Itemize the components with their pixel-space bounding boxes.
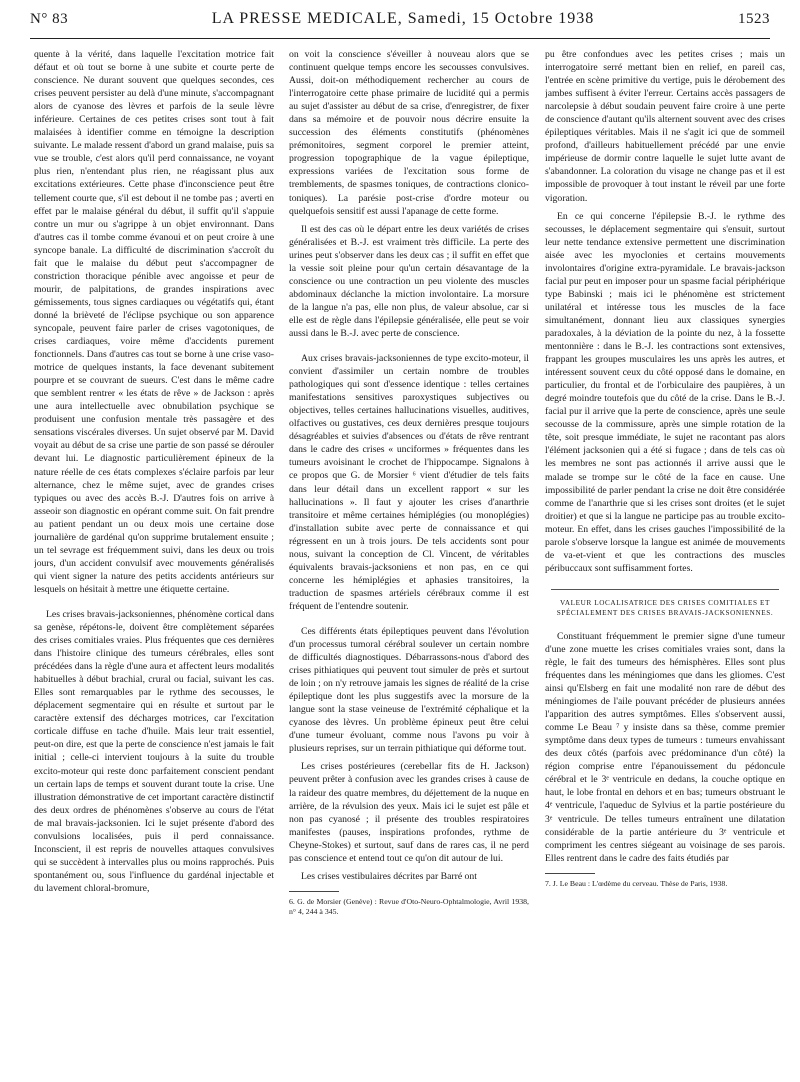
paragraph: Les crises bravais-jacksoniennes, phénomène cortical dans sa genèse, répétons-le, doivent être complètement séparées des crises comitiales vraies. Plus fréquentes que ces dernières dans l'histoire clinique des tumeurs cérébrales, elles sont précédées dans la règle d'une aura et affectent leurs modalités habituelles à début brachial, crural ou facial, suivant les cas. Elles sont remarquables par le rythme des secousses, le déplacement segmentaire qui en résulte et surtout par le caractère extensif des décharges motrices, car l'excitation corticale diffuse en tache d'huile. Mais leur trait essentiel, peut-on dire, est que la perte de conscience n'est jamais le fait initial ; celle-ci intervient toujours à la suite du trouble excito-moteur qui reste donc parfaitement conscient pendant un certain laps de temps et souvent durant toute la crise. Une illustration démonstrative de cet important caractère distinctif des deux ordres de phénomènes s'observe au cours de l'état de mal bravais-jacksonien. Ici le sujet présente d'abord des convulsions localisées, puis il perd connaissance. Inconscient, il est repris de nouvelles attaques convulsives qui se succèdent à intervalles plus ou moins rapprochés. Puis spontanément ou, sous l'influence du gardénal injectable et du lavement chloral-bromure, (34, 608, 274, 894)
masthead (30, 10, 770, 36)
paragraph: Il est des cas où le départ entre les deux variétés de crises généralisées et B.-J. est vraiment très difficile. La perte des urines peut s'observer dans les deux cas ; il suffit en effet que la vessie soit pleine pour qu'un certain désavantage de la conscience ou une contraction un peu violente des muscles abdominaux déclanche la miction involontaire. La morsure de la langue n'a pas, elle non plus, de valeur absolue, car si elle est de règle dans l'épilepsie généralisée, elle peut se voir aussi dans le B.-J. avec perte de conscience. (289, 223, 529, 339)
paragraph: Constituant fréquemment le premier signe d'une tumeur d'une zone muette les crises comitiales vraies sont, dans la règle, le fait des tumeurs des hémisphères. Elles sont plus fréquentes dans les méningiomes que dans les gliomes. C'est ainsi qu'Elsberg en fait une modalité non rare de début des méningiomes de l'aile pouvant précéder de plusieurs années l'apparition des autres symptômes. Elles s'observent aussi, comme Le Beau ⁷ y insiste dans sa thèse, comme premier symptôme dans deux types de tumeurs : tumeurs envahissant des deux côtés (parfois avec prédominance d'un côté) la région comprise entre l'épanouissement du pédoncule cérébral et le 3ᵉ ventricule en dedans, la couche optique en haut, le lobe frontal en dehors et en bas; tumeurs obstruant le 4ᵉ ventricule, l'aqueduc de Sylvius et la partie postérieure du 3ᵉ ventricule. De telles tumeurs entraînent une dilatation considérable de la partie antérieure du 3ᵉ ventricule et compriment les centres siégeant au voisinage de ses parois. Elles rentrent dans le cadre des faits étudiés par (545, 630, 785, 864)
paragraph: Les crises vestibulaires décrites par Barré ont (301, 870, 477, 882)
footnote (289, 897, 529, 917)
header-rule (30, 38, 770, 39)
column-middle (289, 48, 529, 1072)
issue-number: N° 83 (30, 11, 69, 27)
column-right (545, 48, 785, 1072)
paragraph: pu être confondues avec les petites crises ; mais un interrogatoire serré mettant bien en relief, en pareil cas, l'entrée en scène primitive du vertige, puis le dérobement des jambes suffisent à éviter l'erreur. Certains accès passagers de narcolepsie à début soudain peuvent faire croire à une perte de conscience d'autant qu'ils alternent souvent avec des crises épileptiques véritables. Mais il ne s'agit ici que de sommeil profond, d'ailleurs habituellement précédé par une envie impérieuse de dormir contre laquelle le sujet lutte avant de s'abandonner. La coloration du visage ne change pas et il est impossible de provoquer à tout instant le réveil par une forte vigoration. (545, 49, 785, 204)
paragraph: Ces différents états épileptiques peuvent dans l'évolution d'un processus tumoral cérébral soulever un certain nombre de difficultés diagnostiques. Débarrassons-nous d'abord des crises pithiatiques qui peuvent tout simuler de près et surtout de loin ; on n'y retrouve jamais les signes de réalité de la crise épileptique dont les plus suggestifs avec la morsure de la langue sont la stase veineuse de l'extrémité céphalique et la cyanose des lèvres. Un problème épineux peut être celui d'une tumeur évoluant, comme nous l'avons pu voir à plusieurs reprises, sur un terrain pithiatique qui déforme tout. (289, 625, 529, 755)
footnote-text: 6. G. de Morsier (Genève) : Revue d'Oto-Neuro-Ophtalmologie, Avril 1938, n° 4, 244 à 345. (289, 896, 529, 917)
footnote (545, 879, 785, 889)
paragraph: Aux crises bravais-jacksoniennes de type excito-moteur, il convient d'assimiler un certain nombre de troubles pathologiques qui sont d'essence identique : telles certaines manifestations sensitives paroxystiques subjectives ou objectives, telles certaines hallucinations visuelles, auditives, olfactives ou gustatives, ces deux dernières presque toujours désagréables et suivies d'absences ou d'états de rêve rentrant dans le cadre des crises « unciformes » fréquentes dans les tumeurs avoisinant le crochet de l'hippocampe. Signalons à ce propos que G. de Morsier ⁶ vient d'étudier de tels faits dans leur détail dans un excellent rapport « sur les hallucinations ». Il faut y ajouter les crises d'anarthrie transitoire et même certaines hémiplégies (ou monoplégies) d'installation subite avec perte de connaissance et qui régressent en un à trois jours. De tels accidents sont pour nous, suivant la conception de Cl. Vincent, de véritables équivalents bravais-jacksoniens et non pas, en ce qui concerne les hémiplégies et aphasies transitoires, la traduction de spasmes artériels cérébraux comme il est fréquent de l'entendre soutenir. (289, 353, 529, 612)
footnote-rule (289, 891, 339, 892)
paragraph: quente à la vérité, dans laquelle l'excitation motrice fait défaut et où tout se borne à une subite et courte perte de conscience. Ne durant souvent que quelques secondes, ces crises peuvent persister au delà d'une minute, s'accompagnant alors de cyanose des lèvres et parfois de la seule lèvre inférieure. Certaines de ces petites crises sont tout à fait malaisées à identifier comme en témoigne la description suivante. Le malade ressent d'abord un grand malaise, puis sa vue se trouble, c'est alors qu'il perd connaissance, ne voyant plus rien, n'entendant plus rien, ne réagissant plus aux excitations extérieures. Cette phase d'inconscience peut être tellement courte que, s'il est debout il ne tombe pas ; averti en effet par le malaise général du début, il suffit qu'il s'appuie contre un mur ou s'agrippe à un objet environnant. Dans d'autres cas il tombe comme évanoui et on peut croire à une syncope banale. La difficulté de discrimination s'accroît du fait que le malaise du début peut s'accompagner de constriction thoracique pénible avec angoisse et peur de mourir, de palpitations, de grandes inspirations avec gémissements, tous signes cardiaques ou végétatifs qui, étant donné la brièveté de l'éclipse psychique ou son apparence syncopale, peuvent faire parler de crises vagotoniques, de crises cardiaques, voire même d'accidents purement fonctionnels. Dans d'autres cas tout se borne à une crise vaso-motrice de quelques instants, la face devenant subitement pourpre et se couvrant de sueurs. C'est dans le même cadre que semblent rentrer « les états de rêve » de Jackson : après une aura intellectuelle avec obnubilation psychique se produisent une confusion mentale très passagère et des sensations viscérales diverses. Un sujet observé par M. David voyait au début de sa crise une partie de son passé se dérouler devant lui. Le diagnostic particulièrement épineux de la nature réelle de ces états complexes s'éclaire parfois par leur alternance, chez le même sujet, avec de grandes crises typiques ou avec des accès B.-J. D'autres fois on arrive à asseoir son diagnostic en opérant comme suit. On fait prendre au patient pendant un ou deux mois une certaine dose journalière de gardénal qu'on supprime brutalement ensuite ; un tel sevrage est fréquemment suivi, dans les deux ou trois jours, d'un accident convulsif avec mouvements généralisés qui vient signer la nature des petits accidents antérieurs sur lesquels on hésitait à mettre une étiquette certaine. (34, 49, 274, 595)
page-number: 1523 (737, 11, 770, 27)
paragraph: Les crises postérieures (cerebellar fits de H. Jackson) peuvent prêter à confusion avec les grandes crises à cause de la raideur des quatre membres, du déjettement de la nuque en arrière, de la révulsion des yeux. Mais ici le sujet est pâle et non pas cyanosé ; il présente des troubles respiratoires manifestes (pauses, inspirations profondes, rythme de Cheyne-Stokes) et surtout, sauf dans de rares cas, il ne perd pas conscience et entend tout ce qu'on dit autour de lui. (289, 761, 529, 864)
paragraph: on voit la conscience s'éveiller à nouveau alors que se continuent quelque temps encore les secousses convulsives. Aussi, doit-on méthodiquement rechercher au cours de l'interrogatoire cette phase primaire de lucidité qui a permis au sujet d'assister au début de sa crise, d'enregistrer, de fixer dans sa mémoire et de pouvoir nous décrire ensuite la succession des éléments constitutifs (phénomènes prémonitoires, segment corporel le premier atteint, progression topographique de la vague épileptique, expressions variées de l'excitation sous forme de tremblements, de spasmes toniques, de contractions clonico-toniques). La parésie post-crise d'ordre moteur ou quelquefois sensitif est aussi l'apanage de cette forme. (289, 49, 529, 217)
section-heading: VALEUR LOCALISATRICE DES CRISES COMITIALES ET SPÉCIALEMENT DES CRISES BRAVAIS-JACKSONIENNES. (551, 589, 779, 618)
column-left (34, 48, 274, 1072)
paragraph: En ce qui concerne l'épilepsie B.-J. le rythme des secousses, le déplacement segmentaire qui s'ensuit, surtout leur nette tendance extensive permettent une discrimination aisée avec les myoclonies et certains mouvements involontaires d'origine extra-pyramidale. Le bravais-jackson facial pur peut en imposer pour un spasme facial périphérique type Babinski ; mais ici le phénomène est strictement unilatéral et intéresse tous les muscles de la face simultanément, donnant lieu aux classiques synergies paradoxales, à la déviation de la pointe du nez, à la fossette mentonnière : dans le B.-J. les contractions sont extensives, frappant les groupes musculaires les uns après les autres, et intéressent souvent ceux du côté opposé dans le domaine, en particulier, du frontal et de l'orbiculaire des paupières, à un degré moindre toutefois que du côté de la crise. Dans le B.-J. facial pur il arrive que la perte de conscience, après une seule secousse de la commissure, après une simple rotation de la tête, soit presque immédiate, le sujet ne racontant pas alors l'élément jacksonien qui a été si fugace ; dans de tels cas où les membres ne sont pas actionnés il arrive aussi que le malade se trompe sur le côté de la face en cause. Une impossibilité de parler pendant la crise ne doit être considérée comme de l'anarthrie que si les crises sont droites (et le sujet droitier) et que si la langue ne participe pas au trouble excito-moteur. En effet, dans les crises gauches l'impossibilité de la parole s'observe lorsque la langue est animée de mouvements de va-et-vient et que les contractions des muscles péribuccaux sont suffisamment fortes. (545, 210, 785, 574)
footnote-rule (545, 873, 595, 874)
footnote-text: 7. J. Le Beau : L'œdème du cerveau. Thèse de Paris, 1938. (545, 878, 728, 888)
journal-title: LA PRESSE MEDICALE, Samedi, 15 Octobre 1938 (211, 10, 595, 27)
